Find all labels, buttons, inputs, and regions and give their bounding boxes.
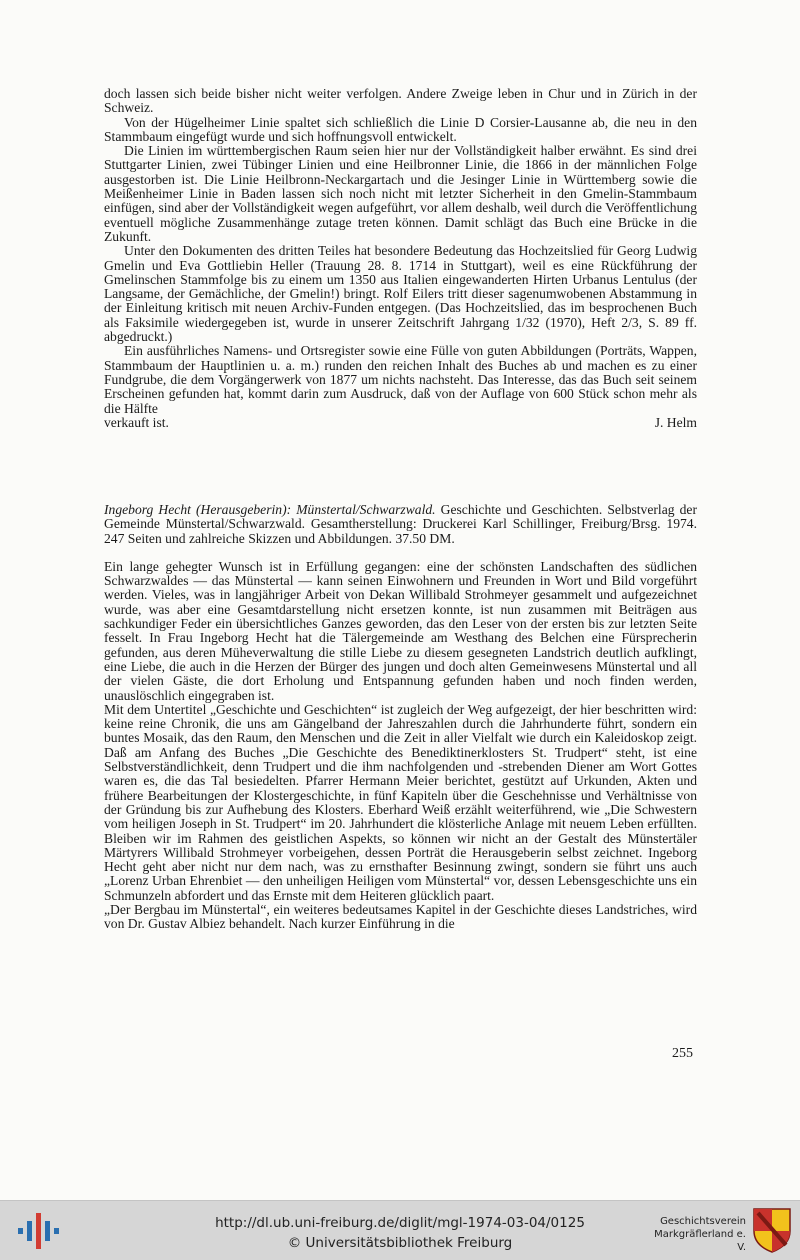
footer-citation [160, 1213, 640, 1253]
paragraph: Die Linien im württembergischen Raum seien hier nur der Vollständigkeit halber erwähnt. Es sind drei Stuttgarter Linien, zwei Tübinger Linien und eine Heilbronner Linie, die 1866 in der männlichen Folge ausgestorben ist. Die Linie Heilbronn-Neckargartach und die Jesinger Linie in Württemberg sowie die Meißenheimer Linie in Baden lassen sich noch nicht mit letzter Sicherheit in den Gmelin-Stammbaum einfügen, sind aber der Vollständigkeit wegen aufgeführt, vor allem deshalb, weil durch die Veröffentlichung eventuell mögliche Zusammenhänge zutage treten können. Damit schlägt das Buch eine Brücke in die Zukunft. [104, 143, 697, 244]
paragraph: Ein ausführliches Namens- und Ortsregister sowie eine Fülle von guten Abbildungen (Porträts, Wappen, Stammbaum der Hauptlinien u. a. m.) runden den reichen Inhalt des Buches ab und machen es zu einer Fundgrube, die dem Vorgängerwerk von 1877 um nichts nachsteht. Das Interesse, das das Buch seit seinem Erscheinen gefunden hat, kommt darin zum Ausdruck, daß von der Auflage von 600 Stück schon mehr als die Hälfte [104, 343, 697, 416]
organization-line-2: Markgräflerland e. V. [654, 1229, 746, 1253]
organization-name [646, 1215, 746, 1254]
library-logo-icon [18, 1211, 60, 1251]
book-citation [104, 503, 697, 546]
reviewer-signature: J. Helm [654, 414, 697, 430]
review-muenstertal [104, 503, 697, 932]
page-number: 255 [672, 1046, 693, 1061]
spacer [104, 546, 697, 560]
book-title: Ingeborg Hecht (Herausgeberin): Münstertal/Schwarzwald. [104, 502, 436, 517]
permalink-url[interactable]: http://dl.ub.uni-freiburg.de/diglit/mgl-1974-03-04/0125 [215, 1215, 585, 1231]
paragraph: Ein lange gehegter Wunsch ist in Erfüllung gegangen: eine der schönsten Landschaften des südlichen Schwarzwaldes — das Münstertal — kann seinen Einwohnern und Freunden in Wort und Bild vorgeführt werden. Vieles, was in langjähriger Arbeit von Dekan Willibald Strohmeyer gesammelt und aufgezeichnet wurde, was aber eine Gesamtdarstellung nicht ersetzen konnte, ist nun zusammen mit Beiträgen aus sachkundiger Feder ein übersichtliches Ganzes geworden, das den Leser von der ersten bis zur letzten Seite fesselt. In Frau Ingeborg Hecht hat die Tälergemeinde am Westhang des Belchen eine Fürsprecherin gefunden, aus deren Müheverwaltung die stille Liebe zu diesem gesegneten Landstrich deutlich aufklingt, eine Liebe, die auch in die Herzen der Bürger des jungen und doch alten Gemeinwesens Münstertal und all der vielen Gäste, die dort Erholung und Entspannung gefunden haben und noch finden werden, unauslöschlich eingegraben ist. [104, 558, 697, 703]
closing-line [104, 416, 697, 430]
paragraph: „Der Bergbau im Münstertal“, ein weiteres bedeutsames Kapitel in der Geschichte dieses Landstriches, wird von Dr. Gustav Albiez behandelt. Nach kurzer Einführung in die [104, 902, 697, 932]
closing-text: verkauft ist. [104, 414, 169, 430]
review-gmelin-continuation [104, 87, 697, 430]
paragraph: Von der Hügelheimer Linie spaltet sich schließlich die Linie D Corsier-Lausanne ab, die neu in den Stammbaum eingefügt wurde und sich hoffnungsvoll entwickelt. [104, 114, 697, 144]
paragraph: Mit dem Untertitel „Geschichte und Geschichten“ ist zugleich der Weg aufgezeigt, der hier beschritten wird: keine reine Chronik, die uns am Gängelband der Jahreszahlen durch die Jahrhunderte führt, sondern ein buntes Mosaik, das den Raum, den Menschen und die Zeit in aller Vielfalt wie durch ein Kaleidoskop zeigt. Daß am Anfang des Buches „Die Geschichte des Benediktinerklosters St. Trudpert“ steht, ist eine Selbstverständlichkeit, denn Trudpert und die ihm nachfolgenden und -strebenden Diener am Wort Gottes waren es, die das Tal besiedelten. Pfarrer Hermann Meier berichtet, gestützt auf Urkunden, Akten und frühere Bearbeitungen der Klostergeschichte, in fünf Kapiteln über die Geschehnisse und Verhältnisse von der Gründung bis zur Aufhebung des Klosters. Eberhard Weiß erzählt weiterführend, wie „Die Schwestern vom heiligen Joseph in St. Trudpert“ im 20. Jahrhundert die klösterliche Anlage mit neuem Leben erfüllten. Bleiben wir im Rahmen des geistlichen Aspekts, so können wir nicht an der Gestalt des Münstertäler Märtyrers Willibald Strohmeyer vorbeigehen, dessen Porträt die Herausgeberin selbst zeichnet. Ingeborg Hecht geht aber nicht nur dem nach, was zu ernsthafter Besinnung zwingt, sondern sie führt uns auch „Lorenz Urban Ehrenbiet — den unheiligen Heiligen vom Münstertal“ vor, dessen Lebensgeschichte uns ein Schmunzeln abfordert und das Ernste mit dem Heiteren glücklich paart. [104, 701, 697, 903]
organization-line-1: Geschichtsverein [660, 1216, 746, 1227]
coat-of-arms-icon [752, 1207, 792, 1253]
viewer-footer [0, 1200, 800, 1260]
copyright-notice: © Universitätsbibliothek Freiburg [287, 1235, 513, 1251]
paragraph: doch lassen sich beide bisher nicht weiter verfolgen. Andere Zweige leben in Chur und in Zürich in der Schweiz. [104, 86, 697, 116]
book-details: Geschichte und Geschichten. Selbstverlag der Gemeinde Münstertal/Schwarzwald. Gesamtherstellung: Druckerei Karl Schillinger, Freiburg/Brsg. 1974. 247 Seiten und zahlreiche Skizzen und Abbildungen. 37.50 DM. [104, 502, 697, 546]
paragraph: Unter den Dokumenten des dritten Teiles hat besondere Bedeutung das Hochzeitslied für Georg Ludwig Gmelin und Eva Gottliebin Heller (Trauung 28. 8. 1714 in Stuttgart), weil es eine Rückführung der Gmelinschen Stammfolge bis zu einem um 1350 aus Italien eingewanderten Hirten Urbanus Lentulus (der Langsame, der Gemächliche, der Gmelin!) bringt. Rolf Eilers tritt dieser sagenumwobenen Abstammung in der Einleitung kritisch mit neuen Archiv-Funden entgegen. (Das Hochzeitslied, das im besprochenen Buch als Faksimile wiedergegeben ist, wurde in unserer Zeitschrift Jahrgang 1/32 (1970), Heft 2/3, S. 89 ff. abgedruckt.) [104, 243, 697, 345]
